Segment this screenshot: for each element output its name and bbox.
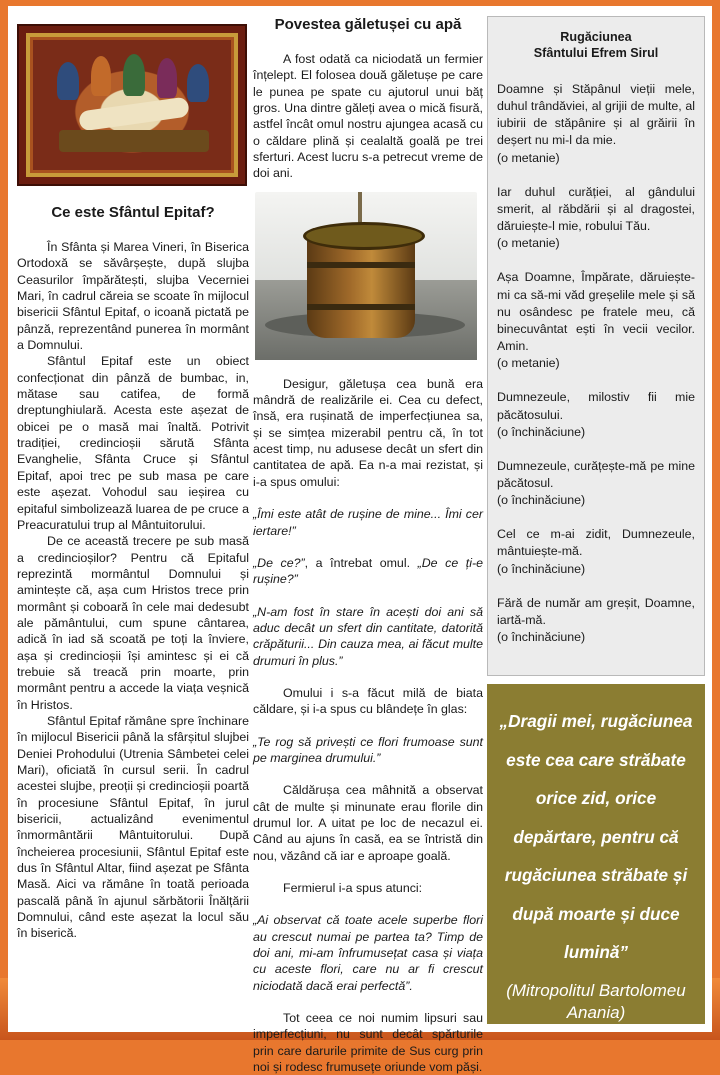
epitaf-image xyxy=(17,24,247,186)
epitaf-heading: Ce este Sfântul Epitaf? xyxy=(51,204,215,221)
epitaf-paragraph: În Sfânta și Marea Vineri, în Biserica Ortodoxă se săvârșește, după slujba Ceasurilor împărătești, slujba Vecerniei Mari, în cadrul căreia se scoate în mijlocul bisericii Sfântul Epitaf, o icoană pictată pe pânză, reprezentând punerea în mormânt a Domnului. xyxy=(17,240,249,353)
story-paragraph: Omului i s-a făcut milă de biata căldare, și i-a spus cu blândețe în glas: xyxy=(253,685,483,717)
prayer-block: Dumnezeule, milostiv fii mie păcătosului. (o închinăciune) xyxy=(497,390,695,439)
story-paragraph: Desigur, găletușa cea bună era mândră de realizările ei. Cea cu defect, însă, era rușinată de imperfecțiunea sa, și se simțea mizerabil pentru că, în tot acest timp, nu adusese decât un sfert din cantitatea de apă. Ea n-a mai rezistat, și i-a spus omului: xyxy=(253,376,483,489)
prayer-block: Iar duhul curăției, al gândului smerit, al răbdării și al dragostei, dăruiește-l mie, robului Tău. (o metanie) xyxy=(497,184,695,251)
epitaf-column xyxy=(17,24,249,942)
prayer-title: Rugăciunea Sfântului Efrem Sirul xyxy=(533,30,659,60)
quote-box xyxy=(487,684,705,1024)
story-heading: Povestea găletușei cu apă xyxy=(274,16,462,33)
quote-text: „Dragii mei, rugăciunea este cea care străbate orice zid, orice depărtare, pentru că rugăciunea străbate și după moarte și duce lumină” xyxy=(499,711,693,962)
story-quote: „N-am fost în stare în acești doi ani să aduc decât un sfert din cantitate, datorită crăpăturii... Din cauza mea, ai făcut multe drumuri în plus.” xyxy=(253,604,483,668)
story-paragraph: Tot ceea ce noi numim lipsuri sau imperfecțiuni, nu sunt decât spărturile prin care darurile primite de Sus curg prin noi și rodesc frumusețe oriunde vom păși. xyxy=(253,1011,483,1075)
bucket-image xyxy=(255,192,477,360)
prayer-block: Așa Doamne, Împărate, dăruiește-mi ca să-mi văd greșelile mele și să nu osândesc pe fratele meu, că binecuvântat ești în vecii vecilor. Amin. (o metanie) xyxy=(497,270,695,371)
quote-author: (Mitropolitul Bartolomeu Anania) xyxy=(506,980,686,1022)
prayer-block: Cel ce m-ai zidit, Dumnezeule, mântuiește-mă. (o închinăciune) xyxy=(497,527,695,576)
story-column xyxy=(253,16,483,1075)
prayer-block: Fără de număr am greșit, Doamne, iartă-mă. (o închinăciune) xyxy=(497,595,695,645)
epitaf-paragraph: Sfântul Epitaf este un obiect confecționat din pânză de bumbac, in, mătase sau catifea, de formă dreptunghiulară. Acesta este așezat de obicei pe o masă mai înaltă. Potrivit tradiției, credincioșii sărută Sfânta Evanghelie, Sfânta Cruce și Sfântul Epitaf, apoi trec pe sub masa pe care este așezat. Vohodul sau ieșirea cu epitaful simbolizează luarea de pe cruce a Preacuratului trup al Mântuitorului. xyxy=(17,354,249,532)
story-paragraph: Căldărușa cea mâhnită a observat cât de multe și minunate erau florile din drumul lor. A uitat pe loc de necazul ei. Când au ajuns în casă, ea se întristă din nou, văzând că iar e aproape goală. xyxy=(253,783,483,863)
story-quote: „Ai observat că toate acele superbe flori au crescut numai pe partea ta? Timp de doi ani, mi-am înfrumusețat casa și viața cu aceste flori, care nu ar fi crescut niciodată dacă erai perfectă”. xyxy=(253,913,483,993)
story-quote: „Îmi este atât de rușine de mine... Îmi cer iertare!” xyxy=(253,507,483,538)
story-paragraph: Fermierul i-a spus atunci: xyxy=(283,881,423,895)
prayer-block: Doamne și Stăpânul vieții mele, duhul trândăviei, al grijii de multe, al iubirii de stăpânire și al grăirii în deșert nu mi-l da mie. (o metanie) xyxy=(497,82,695,165)
prayer-box xyxy=(487,16,705,676)
story-quote: „Te rog să privești ce flori frumoase sunt pe marginea drumului.” xyxy=(253,734,483,765)
prayer-block: Dumnezeule, curățește-mă pe mine păcătosul. (o închinăciune) xyxy=(497,458,695,508)
story-intro: A fost odată ca niciodată un fermier înțelept. El folosea două găletușe pe care le punea pe spate cu ajutorul unui băț gros. Una dintre găleți avea o mică fisură, astfel încât omul nostru ajungea acasă cu o căldare plină și cealaltă goală pe trei sferturi. Acest lucru s-a petrecut vreme de doi ani. xyxy=(253,52,483,181)
story-quote: „De ce?”, a întrebat omul. „De ce ți-e rușine?” xyxy=(253,555,484,587)
epitaf-paragraph: De ce această trecere pe sub masă a credincioșilor? Pentru că Epitaful reprezintă mormântul Domnului și amintește că, așa cum Hristos trece prin mormânt și coboară în cele mai dedesubt ale pământului, cum spune cântarea, adică în iad să scoată pe toți la înviere, așa și credincioșii își amintesc și ei că trebuie să treacă prin moarte, prin mormânt pentru a accede la viața veșnică în Hristos. xyxy=(17,534,249,712)
epitaf-paragraph: Sfântul Epitaf rămâne spre închinare în mijlocul Bisericii până la sfârșitul slujbei Deniei Prohodului (Utrenia Sâmbetei celei Mari), oficiată în cursul serii. În cadrul acestei slujbe, preoții și credincioșii poartă în procesiune Sfântul Epitaf, în jurul bisericii, actualizând evenimentul înmormântării Mântuitorului. După încheierea procesiunii, Sfântul Epitaf este dus în Sfântul Altar, fiind așezat pe Sfânta Masă. Aici va rămâne în toată perioada pascală până în ajunul sărbătorii Înălțării Domnului, când este așezat la locul său în biserică. xyxy=(17,713,249,941)
newsletter-page xyxy=(8,6,712,1075)
